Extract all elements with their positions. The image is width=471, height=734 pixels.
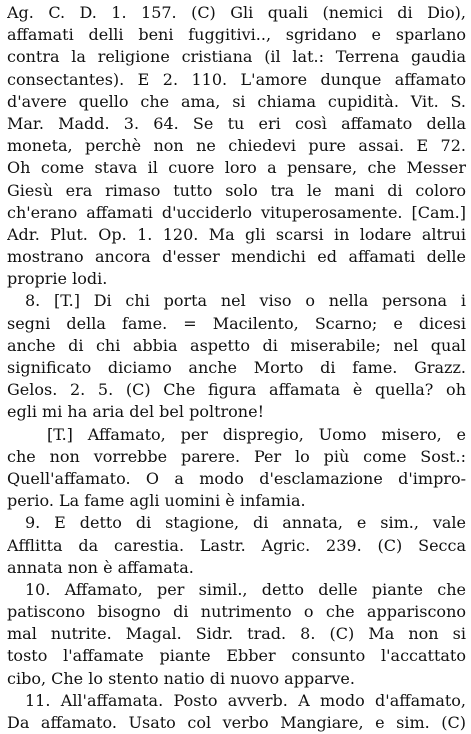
text-line: tosto l'affamate piante Ebber consunto l'accattato (7, 646, 466, 666)
text-line: cibo, Che lo stento natio di nuovo apparve. (7, 668, 355, 688)
text-line: segni della fame. = Macilento, Scarno; e dicesi (7, 313, 466, 333)
text-line: Quell'affamato. O a modo d'esclamazione d'impro- (7, 468, 466, 488)
text-line: Mar. Madd. 3. 64. Se tu eri così affamato della (7, 113, 466, 133)
text-line: che non vorrebbe parere. Per lo più come Sost.: (7, 446, 466, 466)
sense-11-heading: 11. All'affamata. Posto avverb. A modo d'affamato, (25, 690, 466, 710)
text-line: patiscono bisogno di nutrimento o che appariscono (7, 602, 466, 622)
text-line: mostrano ancora d'esser mendichi ed affamati delle (7, 247, 466, 267)
text-line: ch'erano affamati d'ucciderlo vituperosamente. [Cam.] (7, 202, 466, 222)
text-line: mal nutrite. Magal. Sidr. trad. 8. (C) Ma non si (7, 624, 466, 644)
text-line: d'avere quello che ama, si chiama cupidità. Vit. S. (7, 91, 466, 111)
text-line: consectantes). E 2. 110. L'amore dunque affamato (7, 69, 466, 89)
text-line: moneta, perchè non ne chiedevi pure assai. E 72. (7, 136, 466, 156)
text-line: contra la religione cristiana (il lat.: Terrena gaudia (7, 47, 466, 67)
text-line: Gelos. 2. 5. (C) Che figura affamata è quella? oh (7, 380, 466, 400)
sense-9-heading: 9. E detto di stagione, di annata, e sim., vale (25, 513, 466, 533)
text-line: anche di chi abbia aspetto di miserabile; nel qual (7, 335, 466, 355)
text-line: Afflitta da carestia. Lastr. Agric. 239. (C) Secca (7, 535, 466, 555)
text-line: egli mi ha aria del bel poltrone! (7, 402, 264, 422)
text-line: annata non è affamata. (7, 557, 194, 577)
text-line: Adr. Plut. Op. 1. 120. Ma gli scarsi in lodare altrui (7, 224, 466, 244)
text-line: perio. La fame agli uomini è infamia. (7, 491, 306, 511)
sense-10-heading: 10. Affamato, per simil., detto delle piante che (25, 579, 466, 599)
text-line: Giesù era rimaso tutto solo tra le mani di coloro (7, 180, 466, 200)
text-line: significato diciamo anche Morto di fame. Grazz. (7, 358, 466, 377)
sense-8-heading: 8. [T.] Di chi porta nel viso o nella persona i (25, 291, 466, 311)
text-line: Da affamato. Usato col verbo Mangiare, e sim. (C) (7, 713, 466, 732)
text-line: Oh come stava il cuore loro a pensare, che Messer (7, 158, 466, 178)
text-line: Ag. C. D. 1. 157. (C) Gli quali (nemici di Dio), (7, 3, 466, 22)
text-line: proprie lodi. (7, 269, 108, 289)
text-line: affamati delli beni fuggitivi.., sgridano e sparlano (7, 25, 466, 45)
subsense-heading: [T.] Affamato, per dispregio, Uomo misero, e (47, 424, 466, 444)
